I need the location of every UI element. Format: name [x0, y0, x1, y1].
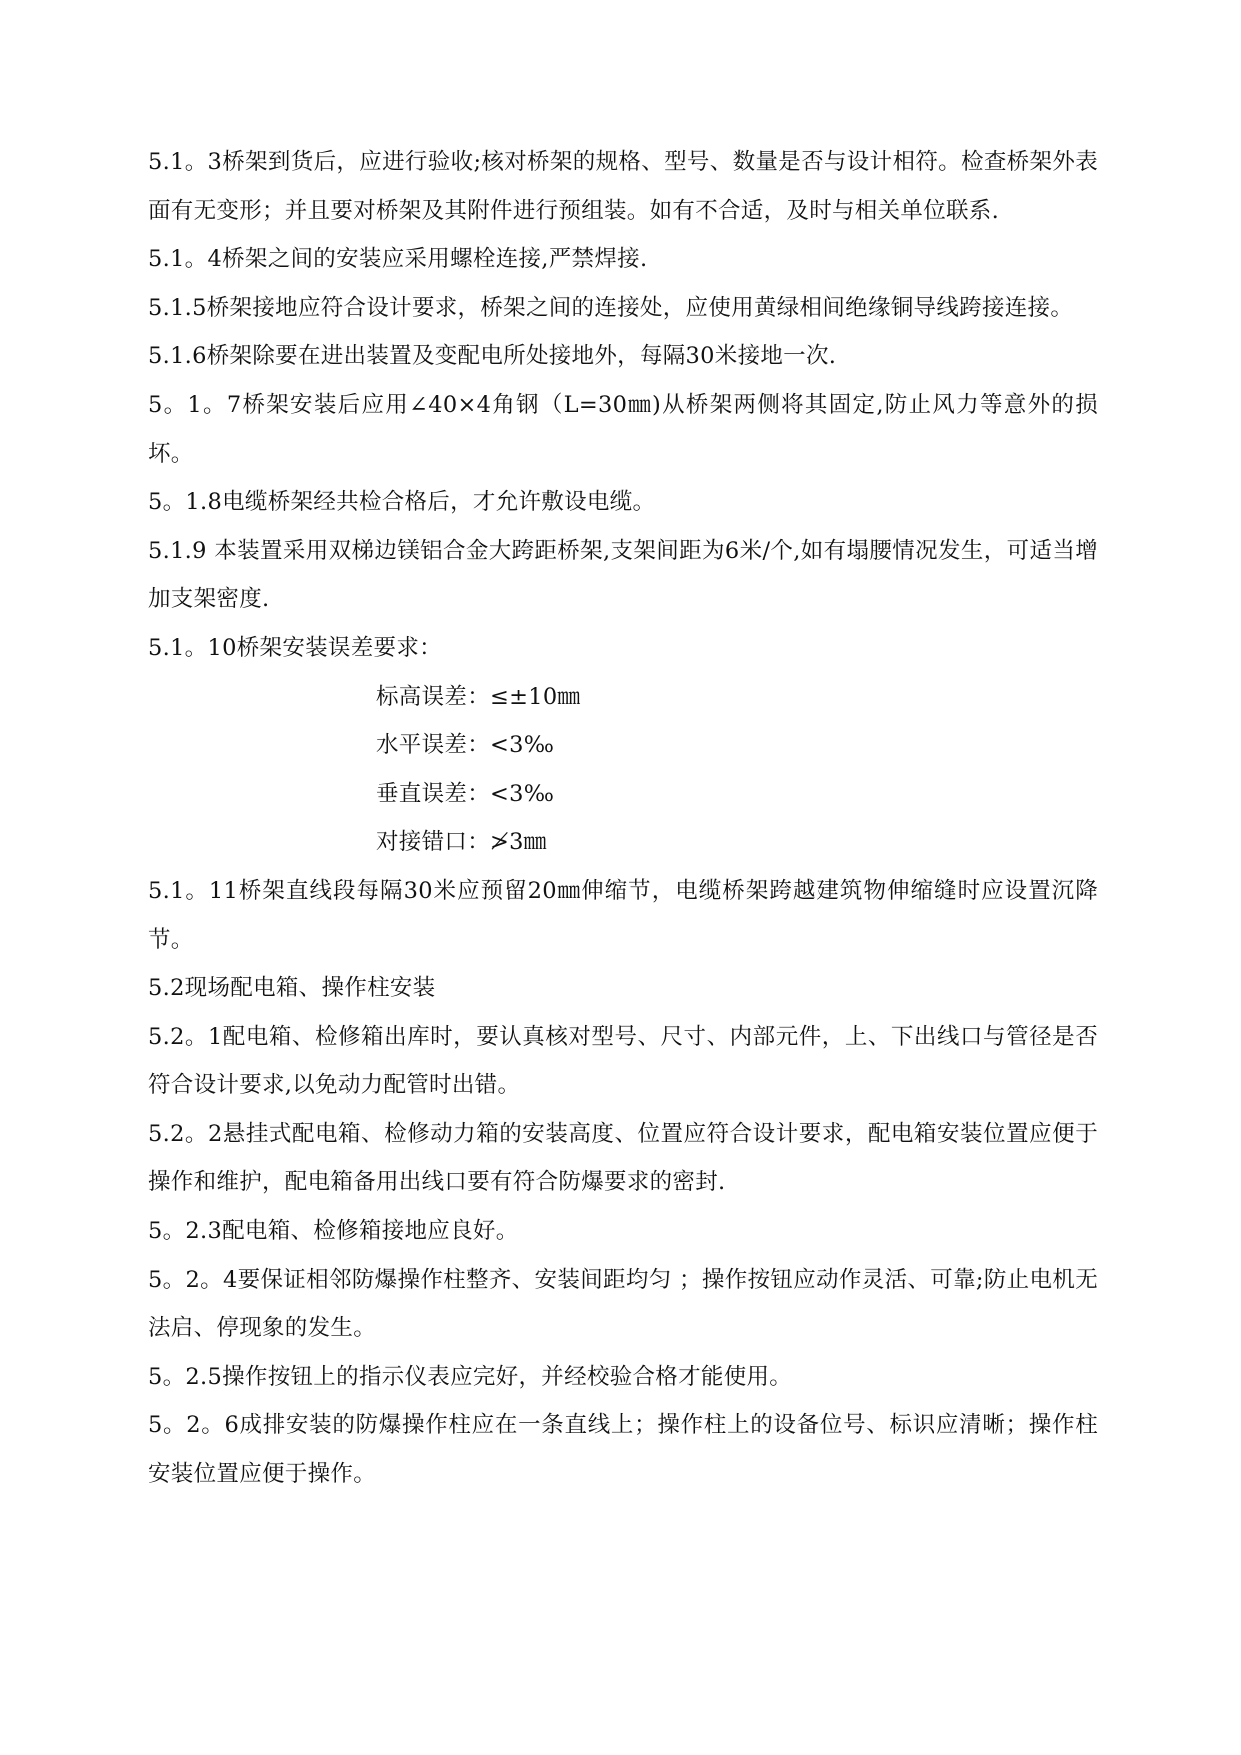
- paragraph-5-2-6: 5。2。6成排安装的防爆操作柱应在一条直线上；操作柱上的设备位号、标识应清晰；操作柱安装位置应便于操作。: [148, 1412, 1098, 1488]
- paragraph-5-1-6: 5.1.6桥架除要在进出装置及变配电所处接地外，每隔30米接地一次.: [148, 343, 837, 370]
- paragraph-5-2-2: 5.2。2悬挂式配电箱、检修动力箱的安装高度、位置应符合设计要求，配电箱安装位置应便于操作和维护，配电箱备用出线口要有符合防爆要求的密封.: [148, 1120, 1098, 1196]
- document-body: [148, 138, 1098, 1499]
- paragraph-5-1-3: 5.1。3桥架到货后，应进行验收;核对桥架的规格、型号、数量是否与设计相符。检查桥架外表面有无变形；并且要对桥架及其附件进行预组装。如有不合适，及时与相关单位联系.: [148, 149, 1098, 224]
- paragraph-5-2-5: 5。2.5操作按钮上的指示仪表应完好，并经校验合格才能使用。: [148, 1363, 793, 1390]
- tolerance-elevation: 标高误差：≤±10㎜: [376, 683, 581, 710]
- paragraph-5-1-8: 5。1.8电缆桥架经共检合格后，才允许敷设电缆。: [148, 489, 656, 516]
- section-heading-5-2: 5.2现场配电箱、操作柱安装: [148, 975, 436, 1002]
- paragraph-5-1-7: 5。1。7桥架安装后应用∠40×4角钢（L=30㎜)从桥架两侧将其固定,防止风力等意外的损坏。: [148, 391, 1098, 467]
- paragraph-5-2-1: 5.2。1配电箱、检修箱出库时，要认真核对型号、尺寸、内部元件，上、下出线口与管径是否符合设计要求,以免动力配管时出错。: [148, 1023, 1098, 1099]
- paragraph-5-1-9: 5.1.9 本装置采用双梯边镁铝合金大跨距桥架,支架间距为6米/个,如有塌腰情况发生，可适当增加支架密度.: [148, 537, 1098, 613]
- paragraph-5-2-3: 5。2.3配电箱、检修箱接地应良好。: [148, 1218, 519, 1245]
- paragraph-5-1-5: 5.1.5桥架接地应符合设计要求，桥架之间的连接处，应使用黄绿相间绝缘铜导线跨接连接。: [148, 294, 1074, 321]
- paragraph-5-2-4: 5。2。4要保证相邻防爆操作柱整齐、安装间距均匀 ；操作按钮应动作灵活、可靠;防止电机无法启、停现象的发生。: [148, 1266, 1098, 1342]
- paragraph-5-1-11: 5.1。11桥架直线段每隔30米应预留20㎜伸缩节，电缆桥架跨越建筑物伸缩缝时应设置沉降节。: [148, 877, 1098, 953]
- paragraph-5-1-10: 5.1。10桥架安装误差要求：: [148, 634, 442, 661]
- tolerance-joint-offset: 对接错口：≯3㎜: [376, 829, 547, 856]
- paragraph-5-1-4: 5.1。4桥架之间的安装应采用螺栓连接,严禁焊接.: [148, 246, 648, 273]
- tolerance-vertical: 垂直误差：<3‰: [376, 780, 555, 807]
- tolerance-horizontal: 水平误差：<3‰: [376, 732, 555, 759]
